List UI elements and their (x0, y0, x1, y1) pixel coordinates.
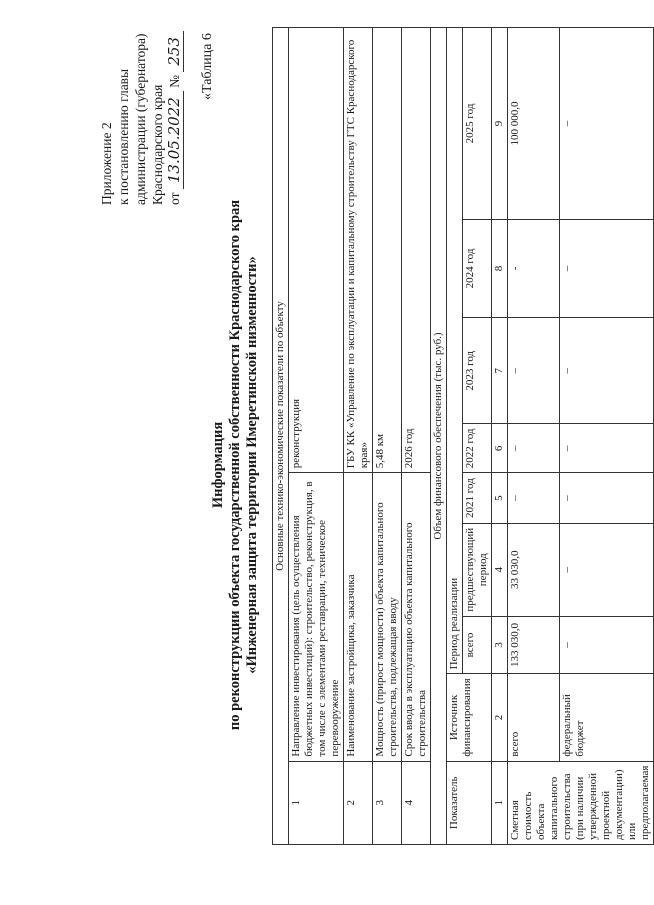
fin-2023: – (508, 317, 560, 424)
row-value: 2026 год (402, 28, 431, 473)
row-label: Направление инвестирования (цель осуществления бюджетных инвестиций): строительство, реконструкция, в том числе с элементами реставрации, техническое перевооружение (289, 473, 344, 761)
col-num: 2 (492, 674, 508, 761)
col-2024: 2024 год (463, 219, 492, 317)
col-period: Период реализации (447, 28, 463, 674)
fin-source: федеральный бюджет (559, 674, 653, 761)
row-label: Мощность (прирост мощности) объекта капитального строительства, подлежащая вводу (373, 473, 402, 761)
col-num: 4 (492, 523, 508, 616)
col-num: 5 (492, 473, 508, 524)
table-row (289, 28, 344, 845)
info-table (272, 27, 654, 845)
appendix-line-3: администрации (губернатора) (133, 33, 148, 205)
col-num: 3 (492, 616, 508, 674)
row-number: 1 (289, 761, 344, 844)
col-2022: 2022 год (463, 424, 492, 473)
col-num: 1 (492, 761, 508, 844)
col-num: 9 (492, 28, 508, 220)
row-value: ГБУ КК «Управление по эксплуатации и капитальному строительству ГТС Краснодарского края» (344, 28, 373, 473)
appendix-line-1: Приложение 2 (99, 122, 114, 205)
handwritten-date: 13.05.2022 (165, 91, 184, 189)
col-num: 8 (492, 219, 508, 317)
col-2023: 2023 год (463, 317, 492, 424)
col-prev: предшествующий период (463, 523, 492, 616)
column-number-row (492, 28, 508, 845)
fin-indicator: Сметная стоимость объекта капитального строительства (при наличии утвержденной проектной документации) или предполагаемая (508, 761, 654, 844)
appendix-date-line (166, 15, 183, 205)
appendix-block (98, 15, 183, 205)
fin-2025: 100 000,0 (508, 28, 560, 220)
fin-2023: – (559, 317, 653, 424)
fin-2022: – (559, 424, 653, 473)
fin-total: 133 030,0 (508, 616, 560, 674)
header-row (447, 28, 463, 845)
fin-2021: – (559, 473, 653, 524)
fin-2024: – (559, 219, 653, 317)
row-number: 4 (402, 761, 431, 844)
col-num: 7 (492, 317, 508, 424)
fin-2021: – (508, 473, 560, 524)
table-row (508, 28, 560, 845)
title-line-1: Информация (210, 421, 226, 509)
table-row (344, 28, 373, 845)
row-number: 3 (373, 761, 402, 844)
handwritten-number: 253 (165, 31, 184, 72)
table-row (559, 28, 653, 845)
fin-prev: 33 030,0 (508, 523, 560, 616)
fin-2022: – (508, 424, 560, 473)
fin-2025: – (559, 28, 653, 220)
col-indicator: Показатель (447, 761, 492, 844)
row-value: 5,48 км (373, 28, 402, 473)
col-total: всего (463, 616, 492, 674)
fin-source: всего (508, 674, 560, 761)
appendix-line-4: Краснодарского края (150, 84, 165, 205)
table-tag: «Таблица 6 (200, 33, 215, 100)
row-value: реконструкция (289, 28, 344, 473)
title-line-2: по реконструкции объекта государственной собственности Краснодарского края (227, 199, 243, 731)
col-source: Источник финансирования (447, 674, 492, 761)
section-header-financing: Объем финансового обеспечения (тыс. руб.) (431, 28, 447, 845)
appendix-line-2: к постановлению главы (116, 68, 131, 205)
date-prefix: от (167, 192, 182, 205)
fin-prev: – (559, 523, 653, 616)
document-title (210, 65, 261, 865)
row-label: Наименование застройщика, заказчика (344, 473, 373, 761)
row-label: Срок ввода в эксплуатацию объекта капитального строительства (402, 473, 431, 761)
section-header-indicators: Основные технико-экономические показатели по объекту (273, 28, 289, 845)
number-prefix: № (167, 74, 182, 88)
table-row (402, 28, 431, 845)
col-2025: 2025 год (463, 28, 492, 220)
fin-2024: - (508, 219, 560, 317)
title-line-3: «Инженерная защита территории Имеретинской низменности» (244, 256, 260, 674)
table-row (373, 28, 402, 845)
fin-total: – (559, 616, 653, 674)
row-number: 2 (344, 761, 373, 844)
col-num: 6 (492, 424, 508, 473)
col-2021: 2021 год (463, 473, 492, 524)
